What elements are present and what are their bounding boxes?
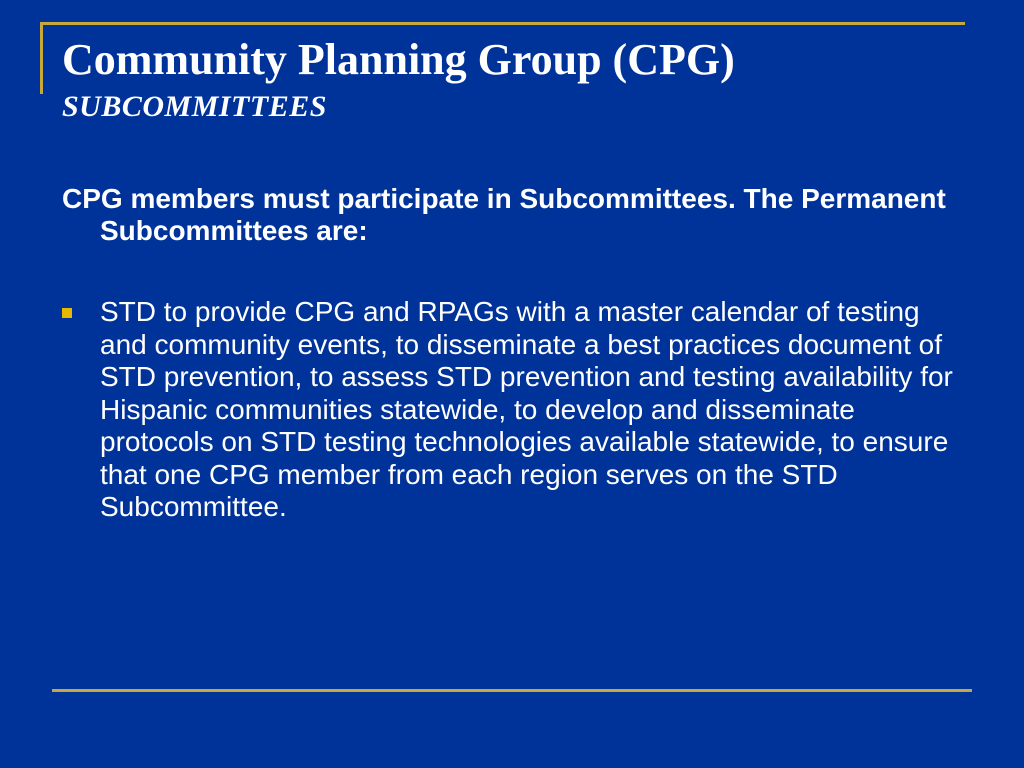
slide-title: Community Planning Group (CPG) xyxy=(62,35,735,84)
bottom-rule xyxy=(52,689,972,692)
bullet-text: STD to provide CPG and RPAGs with a master calendar of testing and community events, to disseminate a best practices document of STD prevention, to assess STD prevention and testing availability for Hispanic communities statewide, to develop and disseminate protocols on STD testing technologies available statewide, to ensure that one CPG member from each region serves on the STD Subcommittee. xyxy=(100,296,953,522)
left-rule xyxy=(40,22,43,94)
lead-text: CPG members must participate in Subcommittees. The Permanent Subcommittees are: xyxy=(62,183,946,246)
square-bullet-icon xyxy=(62,308,72,318)
list-item xyxy=(62,296,972,524)
slide-subtitle: SUBCOMMITTEES xyxy=(62,90,327,123)
top-rule xyxy=(40,22,965,25)
